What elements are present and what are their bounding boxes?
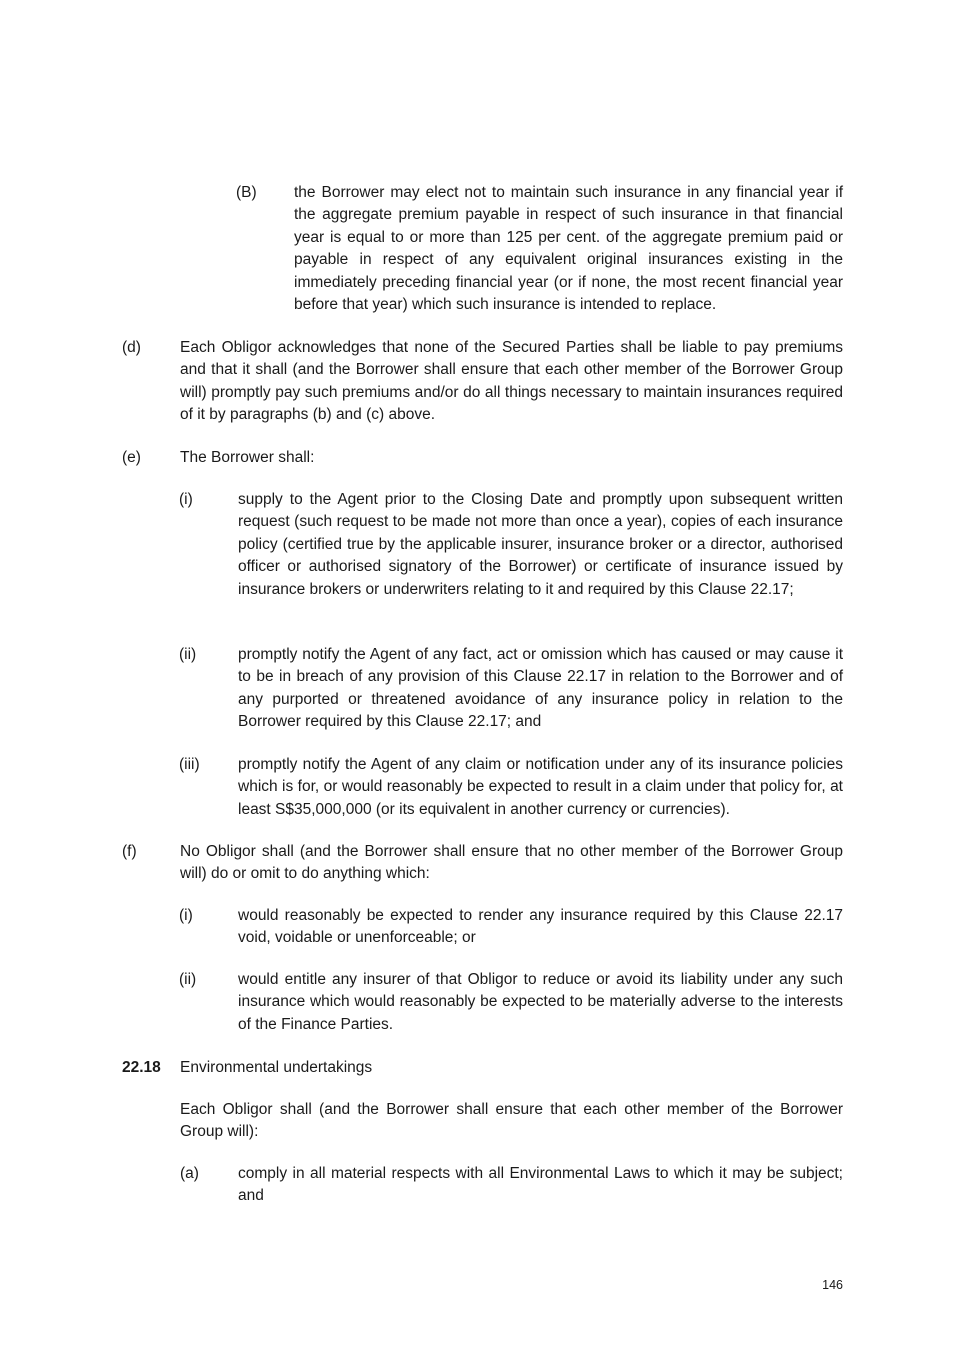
section-title: Environmental undertakings xyxy=(180,1059,373,1076)
paragraph-text: would entitle any insurer of that Obligor to reduce or avoid its liability under any such insurance which would reasonably be expected to be materially adverse to the interests of the Finance Parties. xyxy=(238,971,843,1033)
paragraph-label: (i) xyxy=(179,907,193,924)
paragraph-e-ii xyxy=(179,644,843,734)
paragraph-label: (iii) xyxy=(179,756,200,773)
paragraph-text: the Borrower may elect not to maintain such insurance in any financial year if the aggregate premium payable in respect of such insurance in that financial year is equal to or more than 125 per cent. of the aggregate premium paid or payable in respect of any equivalent original insurances existing in the immediately preceding financial year (or if none, the most recent financial year before that year) which such insurance is intended to replace. xyxy=(294,184,843,314)
section-intro-text: Each Obligor shall (and the Borrower shall ensure that each other member of the Borrower Group will): xyxy=(180,1101,843,1141)
paragraph-label: (B) xyxy=(236,184,257,201)
section-intro xyxy=(180,1099,843,1144)
paragraph-text: supply to the Agent prior to the Closing Date and promptly upon subsequent written request (such request to be made not more than once a year), copies of each insurance policy (certified true by the applicable insurer, insurance broker or a director, authorised officer or authorised signatory of the Borrower) or certificate of insurance issued by insurance brokers or underwriters relating to it and required by this Clause 22.17; xyxy=(238,491,843,598)
paragraph-f xyxy=(122,841,843,886)
paragraph-text: No Obligor shall (and the Borrower shall ensure that no other member of the Borrower Group will) do or omit to do anything which: xyxy=(180,843,843,883)
paragraph-label: (ii) xyxy=(179,646,197,663)
paragraph-text: would reasonably be expected to render any insurance required by this Clause 22.17 void, voidable or unenforceable; or xyxy=(238,907,843,947)
section-heading xyxy=(122,1057,843,1079)
paragraph-text: The Borrower shall: xyxy=(180,449,315,466)
paragraph-label: (e) xyxy=(122,449,141,466)
paragraph-text: comply in all material respects with all Environmental Laws to which it may be subject; and xyxy=(238,1165,843,1205)
paragraph-text: Each Obligor acknowledges that none of the Secured Parties shall be liable to pay premiums and that it shall (and the Borrower shall ensure that each other member of the Borrower Group will) promptly pay such premiums and/or do all things necessary to maintain insurances required of it by paragraphs (b) and (c) above. xyxy=(180,339,843,424)
page-number: 146 xyxy=(822,1278,843,1292)
paragraph-e-i xyxy=(179,489,843,601)
paragraph-e-iii xyxy=(179,754,843,821)
paragraph-text: promptly notify the Agent of any fact, act or omission which has caused or may cause it to be in breach of any provision of this Clause 22.17 in relation to the Borrower and of any purported or threatened avoidance of any insurance policy in relation to the Borrower required by this Clause 22.17; and xyxy=(238,646,843,731)
paragraph-label: (f) xyxy=(122,843,137,860)
paragraph-e xyxy=(122,447,843,469)
section-number: 22.18 xyxy=(122,1059,161,1076)
paragraph-label: (a) xyxy=(180,1165,199,1182)
paragraph-label: (i) xyxy=(179,491,193,508)
section-item-a xyxy=(180,1163,843,1208)
paragraph-f-i xyxy=(179,905,843,950)
paragraph-label: (ii) xyxy=(179,971,197,988)
paragraph-label: (d) xyxy=(122,339,141,356)
paragraph-f-ii xyxy=(179,969,843,1036)
paragraph-d xyxy=(122,337,843,427)
paragraph-text: promptly notify the Agent of any claim or notification under any of its insurance policies which is for, or would reasonably be expected to result in a claim under that policy for, at least S$35,000,000 (or its equivalent in another currency or currencies). xyxy=(238,756,843,818)
paragraph-B xyxy=(236,182,843,316)
